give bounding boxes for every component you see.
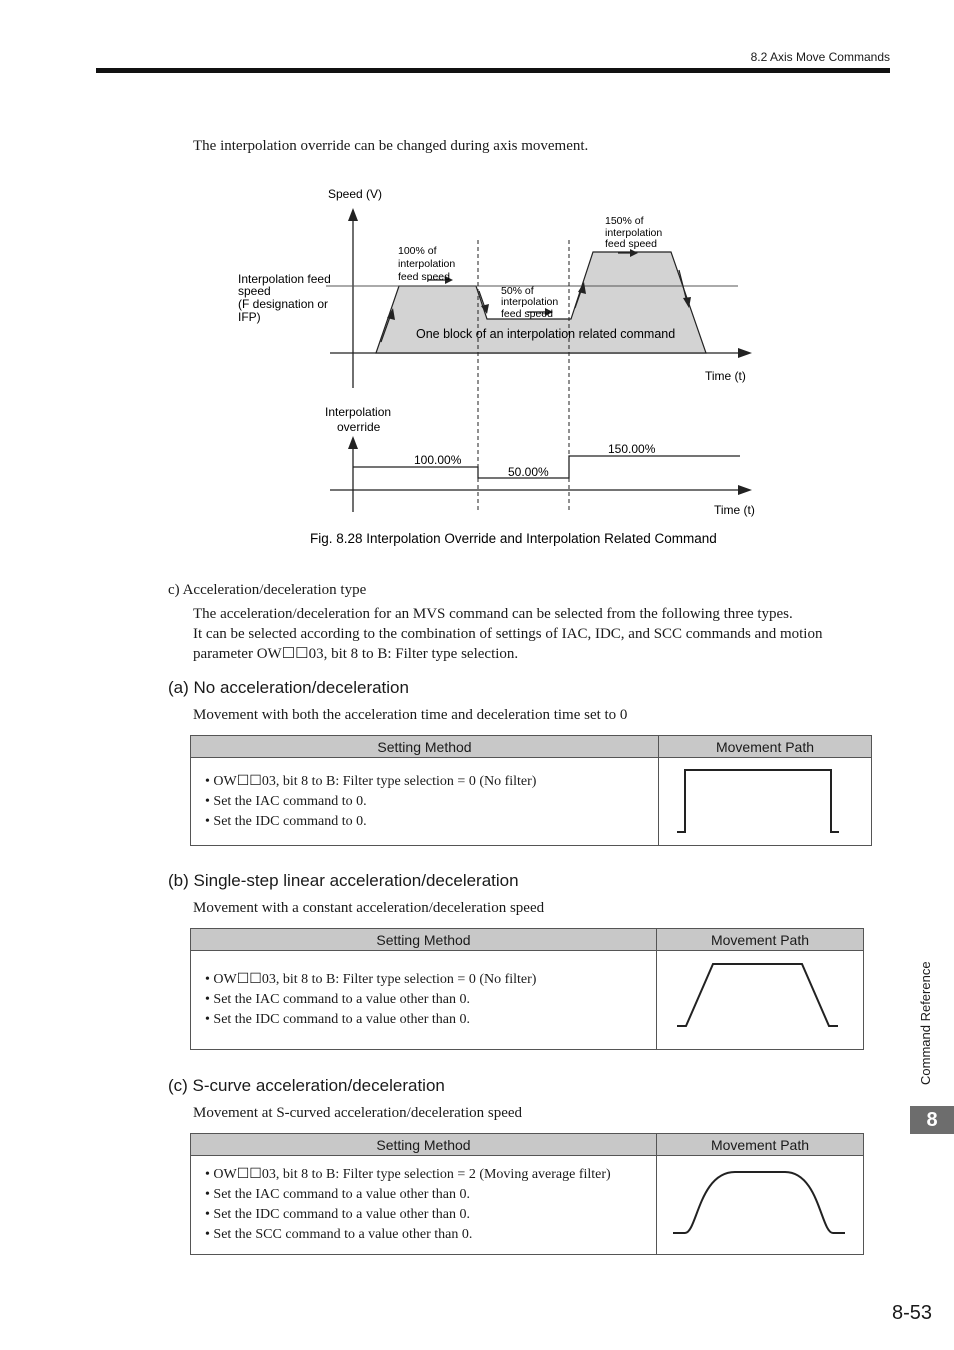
movement-path-header: Movement Path: [659, 736, 872, 758]
setting-method-header: Setting Method: [191, 929, 657, 951]
label-150-percent: [605, 215, 662, 250]
speed-axis-arrow: [348, 208, 358, 221]
feed-speed-label: [238, 272, 331, 324]
setting-item: • Set the IAC command to 0.: [205, 792, 658, 812]
svg-text:(F designation or: (F designation or: [238, 297, 329, 311]
svg-text:100% of: 100% of: [398, 245, 437, 257]
setting-item: • OW☐☐03, bit 8 to B: Filter type selection = 0 (No filter): [205, 970, 656, 990]
section-c-paragraph: [193, 604, 822, 664]
type-b-description: Movement with a constant acceleration/deceleration speed: [193, 900, 545, 916]
svg-text:150% of: 150% of: [605, 215, 644, 227]
svg-text:feed speed: feed speed: [398, 271, 450, 283]
type-a-table: [190, 735, 872, 846]
movement-path-cell: [657, 951, 864, 1050]
time-axis-lower-arrow: [738, 485, 752, 495]
intro-text: The interpolation override can be changed during axis movement.: [193, 138, 589, 154]
svg-text:50% of: 50% of: [501, 285, 534, 297]
label-100-percent: [398, 245, 455, 283]
setting-item: • OW☐☐03, bit 8 to B: Filter type selection = 0 (No filter): [205, 772, 658, 792]
setting-item: • Set the IDC command to 0.: [205, 812, 658, 832]
svg-text:Interpolation feed: Interpolation feed: [238, 272, 331, 286]
svg-text:override: override: [337, 420, 381, 434]
time-axis-upper-arrow: [738, 348, 752, 358]
setting-method-cell: [191, 758, 659, 846]
setting-item: • Set the SCC command to a value other than 0.: [205, 1225, 656, 1245]
paragraph-line: parameter OW☐☐03, bit 8 to B: Filter type selection.: [193, 646, 519, 662]
section-c-heading: c) Acceleration/deceleration type: [168, 582, 367, 598]
override-axis-arrow: [348, 436, 358, 449]
chapter-tab: 8: [910, 1106, 954, 1134]
type-c-description: Movement at S-curved acceleration/deceleration speed: [193, 1105, 523, 1121]
page-number: 8-53: [892, 1302, 933, 1324]
paragraph-line: The acceleration/deceleration for an MVS command can be selected from the following three types.: [193, 606, 793, 622]
time-label-lower: Time (t): [714, 503, 755, 517]
svg-text:Interpolation: Interpolation: [325, 405, 392, 419]
setting-item: • Set the IAC command to a value other than 0.: [205, 1185, 656, 1205]
type-a-heading: (a) No acceleration/deceleration: [168, 678, 409, 697]
label-50-percent: [501, 285, 558, 320]
side-tab-label: Command Reference: [918, 961, 933, 1085]
linear-accel-path-graphic: [657, 952, 863, 1049]
svg-text:interpolation: interpolation: [398, 258, 456, 270]
type-a-description: Movement with both the acceleration time and deceleration time set to 0: [193, 707, 628, 723]
setting-method-header: Setting Method: [191, 1134, 657, 1156]
movement-path-cell: [657, 1156, 864, 1255]
override-value-50: 50.00%: [508, 465, 549, 479]
svg-text:interpolation: interpolation: [605, 227, 663, 239]
type-b-heading: (b) Single-step linear acceleration/deceleration: [168, 871, 519, 890]
setting-item: • Set the IDC command to a value other than 0.: [205, 1010, 656, 1030]
svg-text:speed: speed: [238, 284, 271, 298]
type-c-table: [190, 1133, 864, 1255]
override-axis-label: [325, 405, 391, 434]
movement-path-cell: [659, 758, 872, 846]
setting-item: • Set the IAC command to a value other than 0.: [205, 990, 656, 1010]
s-curve-path-graphic: [657, 1157, 863, 1254]
svg-text:feed speed: feed speed: [605, 238, 657, 250]
setting-method-header: Setting Method: [191, 736, 659, 758]
setting-item: • Set the IDC command to a value other than 0.: [205, 1205, 656, 1225]
type-c-heading: (c) S-curve acceleration/deceleration: [168, 1076, 445, 1095]
movement-path-header: Movement Path: [657, 1134, 864, 1156]
section-header: 8.2 Axis Move Commands: [750, 50, 890, 64]
svg-text:interpolation: interpolation: [501, 296, 559, 308]
figure-caption: Fig. 8.28 Interpolation Override and Interpolation Related Command: [310, 531, 717, 546]
override-value-100: 100.00%: [414, 453, 462, 467]
svg-text:feed speed: feed speed: [501, 308, 553, 320]
speed-axis-label: Speed (V): [328, 187, 383, 201]
setting-method-cell: [191, 951, 657, 1050]
setting-item: • OW☐☐03, bit 8 to B: Filter type selection = 2 (Moving average filter): [205, 1165, 656, 1185]
movement-path-header: Movement Path: [657, 929, 864, 951]
no-accel-path-graphic: [659, 759, 871, 845]
override-value-150: 150.00%: [608, 442, 656, 456]
interpolation-override-figure: [0, 0, 954, 560]
setting-method-cell: [191, 1156, 657, 1255]
paragraph-line: It can be selected according to the combination of settings of IAC, IDC, and SCC commands and motion: [193, 626, 823, 642]
block-label: One block of an interpolation related command: [416, 327, 676, 341]
svg-text:IFP): IFP): [238, 310, 261, 324]
type-b-table: [190, 928, 864, 1050]
time-label-upper: Time (t): [705, 369, 746, 383]
